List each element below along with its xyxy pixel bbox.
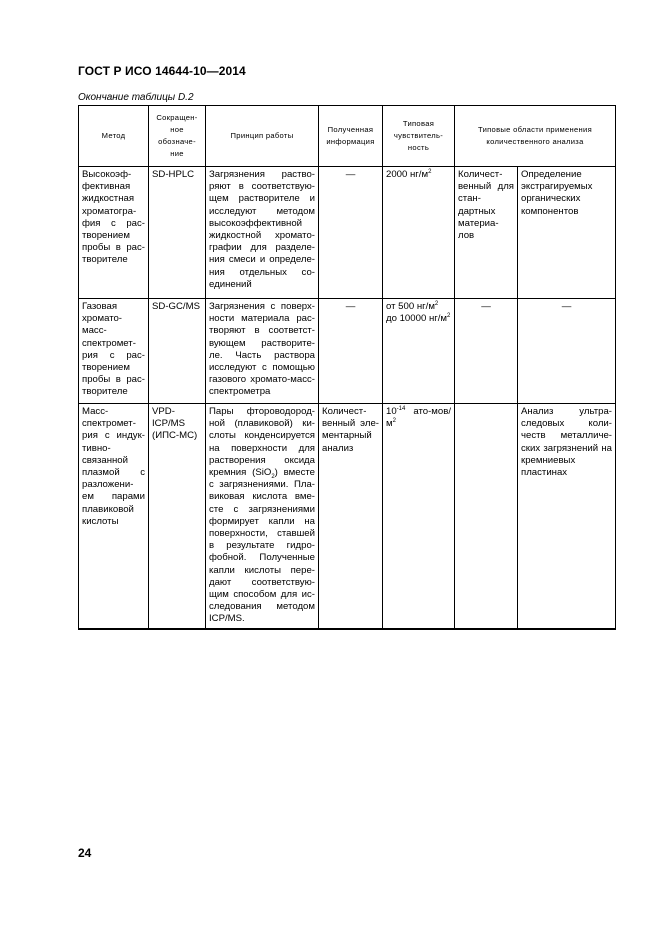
- table-row: [79, 404, 616, 629]
- sens-main: от 500 нг/м: [386, 301, 435, 312]
- sens-exponent: 2: [434, 300, 439, 307]
- cell-method: Масс-спектромет-рия с индук-тивно-связанной плазмой с разложени-ем парами плавиковой кислоты: [79, 404, 149, 629]
- col-header-areas: Типовые области применения количественного анализа: [455, 106, 616, 167]
- methods-table: [78, 105, 616, 630]
- col-header-method: Метод: [79, 106, 149, 167]
- sens-exponent: 2: [428, 168, 432, 175]
- cell-info: Количест-венный эле-ментарный анализ: [319, 404, 383, 629]
- principle-subscript: 2: [271, 473, 275, 480]
- table-row: [79, 167, 616, 299]
- cell-area-2: —: [518, 299, 616, 404]
- sens-mid: до 10000 нг/м: [386, 313, 448, 325]
- table-header-row: [79, 106, 616, 167]
- table-row: [79, 299, 616, 404]
- cell-abbr: VPD-ICP/MS (ИПС-МС): [149, 404, 206, 629]
- cell-info: —: [319, 299, 383, 404]
- document-header: ГОСТ Р ИСО 14644-10—2014: [78, 64, 246, 78]
- principle-text-a: Пары фтороводород-ной (плавиковой) ки-слоты конденсируется на поверхности для растворения оксида кремния (SiO: [209, 406, 315, 479]
- cell-principle: Загрязнения раство-ряют в соответствую-щем растворителе и исследуют методом высокоэффективной жидкостной хромато-графии для разделе-ния смеси и определе-ния отдельных со-единений: [206, 167, 319, 299]
- sens-mid: ато-мов/м: [386, 406, 451, 430]
- sens-main: 2000 нг/м: [386, 169, 429, 180]
- principle-text-b: ) вместе с загрязнениями. Пла-виковая кислота вме-сте с загрязнениями формирует капли на поверхности, ставшей в результате гидро-фобной. Полученные капли кислоты пере-дают соответствую-щим способом для ис-следования методом ICP/MS.: [209, 467, 315, 625]
- cell-area-2: Анализ ультра-следовых коли-честв металличе-ских загрязнений на кремниевых пластинах: [518, 404, 616, 629]
- col-header-abbr: Сокращен-ное обозначе-ние: [149, 106, 206, 167]
- table-caption: Окончание таблицы D.2: [78, 92, 194, 103]
- cell-method: Высокоэф-фективная жидкостная хроматогра-фия с рас-творением пробы в рас-творителе: [79, 167, 149, 299]
- cell-abbr: SD-GC/MS: [149, 299, 206, 404]
- sens-exponent-2: 2: [392, 418, 396, 425]
- cell-area-2: Определение экстрагируемых органических компонентов: [518, 167, 616, 299]
- col-header-principle: Принцип работы: [206, 106, 319, 167]
- col-header-info: Полученная информация: [319, 106, 383, 167]
- cell-area-1: Количест-венный для стан-дартных материа-лов: [455, 167, 518, 299]
- cell-method: Газовая хромато-масс-спектромет-рия с рас-творением пробы в рас-творителе: [79, 299, 149, 404]
- cell-sensitivity: [383, 167, 455, 299]
- cell-abbr: SD-HPLC: [149, 167, 206, 299]
- sens-exponent: -14: [396, 405, 406, 412]
- sens-main: 10: [386, 406, 397, 417]
- cell-principle: Загрязнения с поверх-ности материала рас-творяют в соответст-вующем растворите-ле. Часть раствора исследуют с помощью газового хромато-масс-спектрометра: [206, 299, 319, 404]
- cell-info: —: [319, 167, 383, 299]
- cell-area-1: [455, 404, 518, 629]
- cell-principle: [206, 404, 319, 629]
- sens-exponent-2: 2: [447, 313, 451, 320]
- col-header-sensitivity: Типовая чувствитель-ность: [383, 106, 455, 167]
- cell-sensitivity: [383, 299, 455, 404]
- page-number: 24: [78, 846, 92, 860]
- cell-area-1: —: [455, 299, 518, 404]
- cell-sensitivity: [383, 404, 455, 629]
